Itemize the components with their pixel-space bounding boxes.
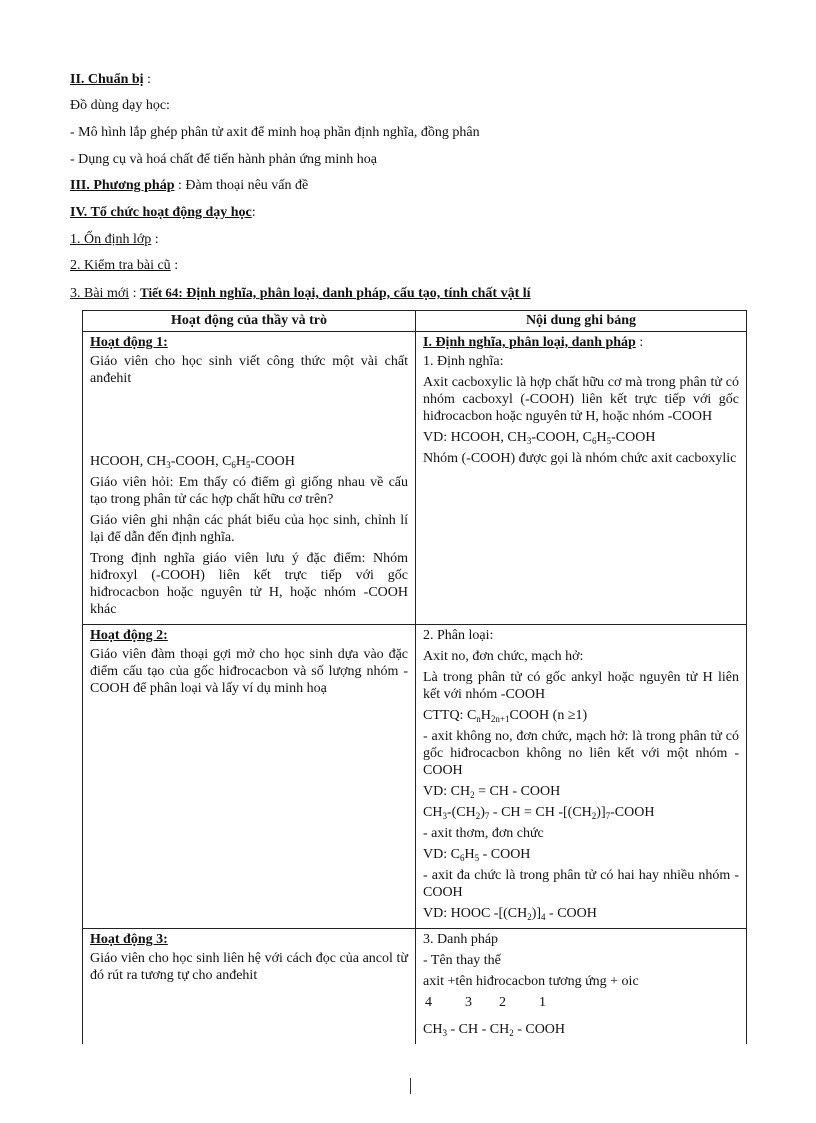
content-1-definition: Axit cacboxylic là hợp chất hữu cơ mà trong phân tử có nhóm cacboxyl (-COOH) liên kết trực tiếp với gốc hiđrocacbon hoặc nguyên tử H, hoặc nhóm -COOH bbox=[423, 375, 739, 424]
content-2-example-1: VD: $CH_2$ = CH - COOH bbox=[423, 784, 561, 800]
content-2-text-1: Axit no, đơn chức, mạch hở: bbox=[423, 649, 584, 664]
section-iii-line bbox=[70, 177, 308, 195]
lesson-title: Định nghĩa, phân loại, danh pháp, cấu tạo, tính chất vật lí bbox=[182, 286, 531, 301]
header-board-content: Nội dung ghi bảng bbox=[416, 311, 747, 332]
activity-1-formula: HCOOH, $CH_3$-COOH, $C_6H_5$-COOH bbox=[90, 454, 295, 470]
activity-1-text-4: Trong định nghĩa giáo viên lưu ý đặc điểm: Nhóm hiđroxyl (-COOH) liên kết trực tiếp với gốc hiđrocacbon hoặc nguyên tử H, hoặc nhóm -COOH khác bbox=[90, 551, 408, 617]
step-3-colon: : bbox=[129, 286, 141, 301]
step-2-line bbox=[70, 257, 178, 275]
content-2-text-2: Là trong phân tử có gốc ankyl hoặc nguyên tử H liên kết với nhóm -COOH bbox=[423, 670, 739, 702]
section-iv-colon: : bbox=[251, 205, 256, 220]
content-3-subheading: 3. Danh pháp bbox=[423, 932, 499, 947]
content-1-heading-colon: : bbox=[635, 335, 644, 350]
carbon-number: 4 bbox=[425, 995, 432, 1010]
section-ii-title: II. Chuẩn bị bbox=[70, 72, 144, 87]
carbon-numbering bbox=[423, 994, 739, 1011]
content-1-example: VD: HCOOH, $CH_3$-COOH, $C_6H_5$-COOH bbox=[423, 430, 656, 446]
teaching-tool-1: - Mô hình lắp ghép phân tử axit để minh hoạ phần định nghĩa, đồng phân bbox=[70, 125, 480, 140]
table-row bbox=[83, 929, 747, 1045]
content-1-heading: I. Định nghĩa, phân loại, danh pháp bbox=[423, 335, 636, 350]
table-row bbox=[83, 332, 747, 625]
step-1-colon: : bbox=[151, 232, 159, 247]
content-1-group-note: Nhóm (-COOH) được gọi là nhóm chức axit cacboxylic bbox=[423, 451, 737, 466]
content-2-cell bbox=[416, 625, 747, 929]
content-2-example-3: VD: $C_6H_5$ - COOH bbox=[423, 847, 531, 863]
activity-2-text: Giáo viên đàm thoại gợi mở cho học sinh dựa vào đặc điểm cấu tạo của gốc hiđrocacbon và số lượng nhóm -COOH để phân loại và lấy ví dụ minh hoạ bbox=[90, 647, 408, 696]
activity-3-heading: Hoạt động 3: bbox=[90, 932, 168, 947]
section-iv-title: IV. Tổ chức hoạt động dạy học bbox=[70, 205, 252, 220]
content-3-cell bbox=[416, 929, 747, 1045]
content-2-general-formula: CTTQ: $C_nH_{2n+1}COOH$ (n ≥1) bbox=[423, 708, 588, 724]
carbon-number: 2 bbox=[499, 995, 506, 1010]
content-3-chain: $CH_3$ - CH - $CH_2$ - COOH bbox=[423, 1022, 566, 1038]
step-2-title: 2. Kiểm tra bài cũ bbox=[70, 258, 171, 273]
step-2-colon: : bbox=[170, 258, 179, 273]
content-2-subheading: 2. Phân loại: bbox=[423, 628, 494, 643]
page-cursor-mark bbox=[410, 1078, 411, 1094]
teaching-tools-label: Đồ dùng dạy học: bbox=[70, 98, 170, 113]
section-iii-text: : Đàm thoại nêu vấn đề bbox=[174, 178, 309, 193]
content-2-text-3: - axit không no, đơn chức, mạch hở: là trong phân tử có gốc hiđrocacbon không no liên kết với một nhóm -COOH bbox=[423, 729, 739, 778]
spacer bbox=[90, 391, 408, 453]
activity-1-text-3: Giáo viên ghi nhận các phát biểu của học sinh, chỉnh lí lại để dẫn đến định nghĩa. bbox=[90, 513, 408, 545]
table-row bbox=[83, 625, 747, 929]
content-2-text-5: - axit đa chức là trong phân tử có hai hay nhiều nhóm -COOH bbox=[423, 868, 739, 900]
activity-1-text-1: Giáo viên cho học sinh viết công thức một vài chất anđehit bbox=[90, 354, 408, 386]
carbon-number: 3 bbox=[465, 995, 472, 1010]
carbon-number: 1 bbox=[539, 995, 546, 1010]
step-1-title: 1. Ổn định lớp bbox=[70, 232, 152, 247]
step-3-line bbox=[70, 284, 531, 303]
section-ii-colon: : bbox=[143, 72, 151, 87]
step-3-title: 3. Bài mới bbox=[70, 286, 130, 301]
section-iii-title: III. Phương pháp bbox=[70, 178, 175, 193]
activity-1-text-2: Giáo viên hỏi: Em thấy có điểm gì giống nhau về cấu tạo trong phân tử các hợp chất hữu cơ trên? bbox=[90, 475, 408, 507]
lesson-table bbox=[82, 310, 747, 1044]
activity-3-cell bbox=[83, 929, 416, 1045]
content-2-example-4: VD: HOOC $-[(CH_2)]_4$ - COOH bbox=[423, 906, 597, 922]
content-2-text-4: - axit thơm, đơn chức bbox=[423, 826, 544, 841]
step-1-line bbox=[70, 231, 159, 249]
lesson-label: Tiết 64: bbox=[140, 285, 183, 300]
activity-1-heading: Hoạt động 1: bbox=[90, 335, 168, 350]
content-1-heading-line bbox=[423, 334, 739, 351]
content-1-subheading: 1. Định nghĩa: bbox=[423, 354, 504, 369]
content-3-text-1: - Tên thay thế bbox=[423, 953, 501, 968]
activity-3-text: Giáo viên cho học sinh liên hệ với cách đọc của ancol từ đó rút ra tương tự cho anđehit bbox=[90, 951, 408, 983]
section-iv-line bbox=[70, 204, 256, 222]
content-2-example-2: $CH_3-(CH_2)_7$ - CH = CH $-[(CH_2)]_7$-COOH bbox=[423, 805, 655, 821]
content-1-cell bbox=[416, 332, 747, 625]
teaching-tool-2: - Dụng cụ và hoá chất để tiến hành phản ứng minh hoạ bbox=[70, 152, 377, 167]
table-header-row bbox=[83, 311, 747, 332]
activity-1-cell bbox=[83, 332, 416, 625]
activity-2-cell bbox=[83, 625, 416, 929]
header-teacher-student: Hoạt động của thầy và trò bbox=[83, 311, 416, 332]
content-3-text-2: axit +tên hiđrocacbon tương ứng + oic bbox=[423, 974, 639, 989]
section-ii-line bbox=[70, 71, 151, 89]
activity-2-heading: Hoạt động 2: bbox=[90, 628, 168, 643]
